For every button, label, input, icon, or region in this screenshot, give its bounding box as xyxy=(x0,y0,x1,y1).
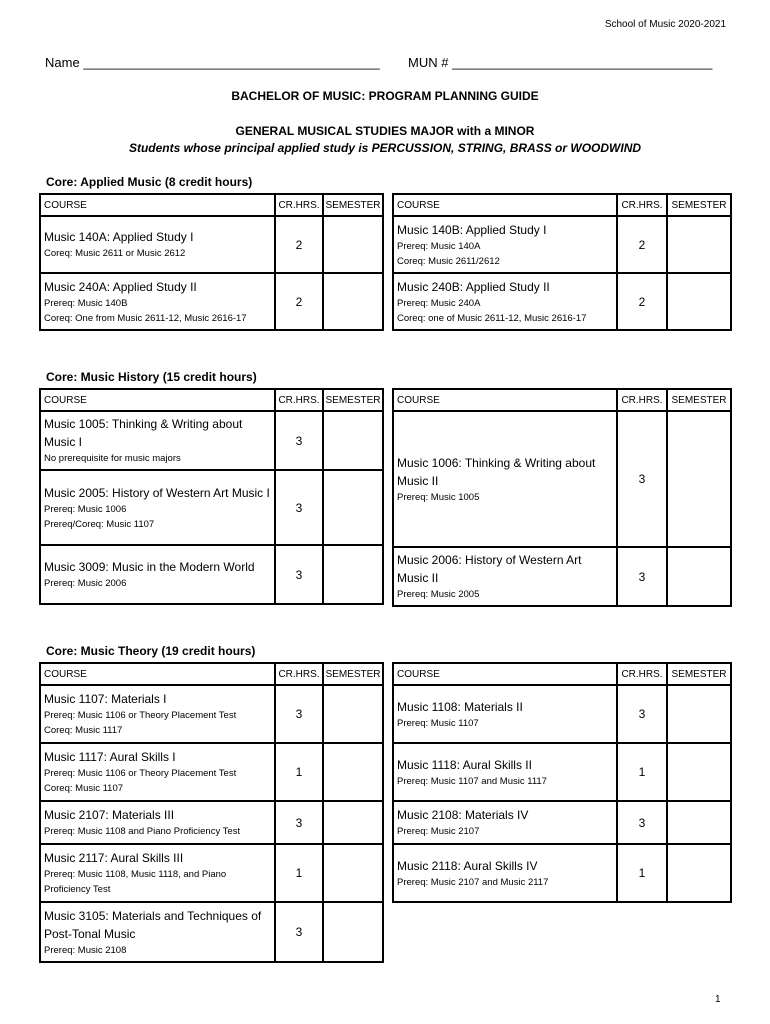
course-name: Music 1118: Aural Skills II xyxy=(397,757,532,772)
name-label: Name xyxy=(45,55,80,70)
table-row xyxy=(393,801,731,844)
credit-hours: 3 xyxy=(617,801,667,844)
section-title-applied: Core: Applied Music (8 credit hours) xyxy=(46,175,253,189)
col-course: COURSE xyxy=(40,389,275,411)
table-row xyxy=(393,743,731,801)
history-table-left xyxy=(39,388,384,605)
credit-hours: 3 xyxy=(617,685,667,743)
course-req: No prerequisite for music majors xyxy=(44,453,181,464)
mun-field[interactable] xyxy=(408,55,712,70)
col-semester: SEMESTER xyxy=(667,389,731,411)
program-note: Students whose principal applied study is PERCUSSION, STRING, BRASS or WOODWIND xyxy=(128,141,642,155)
semester-cell[interactable] xyxy=(323,685,383,743)
course-cell xyxy=(393,273,617,330)
course-cell xyxy=(40,470,275,545)
course-req: Prereq: Music 2108 xyxy=(44,944,127,956)
name-field[interactable] xyxy=(45,55,380,70)
col-semester: SEMESTER xyxy=(667,194,731,216)
table-row xyxy=(393,411,731,547)
col-hrs: CR.HRS. xyxy=(275,194,323,216)
mun-blank: ____________________________________ xyxy=(452,55,713,70)
course-req: Prereq: Music 1006 xyxy=(44,503,127,515)
course-cell xyxy=(393,547,617,606)
semester-cell[interactable] xyxy=(667,216,731,273)
course-req: Prereq: Music 1108 and Piano Proficiency Test xyxy=(44,826,241,837)
col-hrs: CR.HRS. xyxy=(275,389,323,411)
table-row xyxy=(40,685,383,743)
credit-hours: 3 xyxy=(275,801,323,844)
semester-cell[interactable] xyxy=(667,547,731,606)
course-name: Music 1107: Materials I xyxy=(44,692,167,706)
course-req: Prereq: Music 2006 xyxy=(44,578,127,589)
credit-hours: 3 xyxy=(275,470,323,545)
course-cell xyxy=(40,411,275,470)
credit-hours: 3 xyxy=(275,902,323,962)
credit-hours: 1 xyxy=(275,844,323,902)
semester-cell[interactable] xyxy=(323,411,383,470)
credit-hours: 3 xyxy=(275,411,323,470)
semester-cell[interactable] xyxy=(667,743,731,801)
school-year-header: School of Music 2020-2021 xyxy=(604,19,726,30)
section-title-history: Core: Music History (15 credit hours) xyxy=(46,370,257,384)
course-req: Prereq: Music 1106 or Theory Placement Test xyxy=(44,768,237,779)
course-name: Music 2117: Aural Skills III xyxy=(44,851,184,865)
course-cell xyxy=(393,844,617,902)
table-row xyxy=(393,216,731,273)
page-number: 1 xyxy=(715,994,721,1005)
credit-hours: 3 xyxy=(275,545,323,604)
applied-table-right xyxy=(392,193,732,331)
col-hrs: CR.HRS. xyxy=(617,389,667,411)
course-coreq: Coreq: Music 1117 xyxy=(44,725,123,736)
course-name: Music 140A: Applied Study I xyxy=(44,230,194,244)
semester-cell[interactable] xyxy=(667,801,731,844)
course-req: Prereq: Music 2107 xyxy=(397,826,480,837)
semester-cell[interactable] xyxy=(323,743,383,801)
semester-cell[interactable] xyxy=(667,273,731,330)
mun-label: MUN # xyxy=(408,55,449,70)
course-req: Prereq: Music 2107 and Music 2117 xyxy=(397,876,549,888)
course-cell xyxy=(40,844,275,902)
course-req: Coreq: Music 2611 or Music 2612 xyxy=(44,248,186,259)
course-cell xyxy=(40,902,275,962)
course-cell xyxy=(40,273,275,330)
course-name: Music 2107: Materials III xyxy=(44,808,175,822)
table-row xyxy=(393,547,731,606)
table-row xyxy=(40,743,383,801)
course-cell xyxy=(393,801,617,844)
col-course: COURSE xyxy=(40,194,275,216)
course-cell xyxy=(393,743,617,801)
semester-cell[interactable] xyxy=(323,470,383,545)
course-req: Prereq: Music 240A xyxy=(397,297,481,309)
semester-cell[interactable] xyxy=(323,273,383,330)
history-table-right xyxy=(392,388,732,607)
table-row xyxy=(40,216,383,273)
course-name: Music 240A: Applied Study II xyxy=(44,279,197,294)
course-name: Music 2005: History of Western Art Music I xyxy=(44,485,270,500)
course-cell xyxy=(40,801,275,844)
credit-hours: 3 xyxy=(617,411,667,547)
course-req: Prereq: Music 140B xyxy=(44,297,128,309)
col-semester: SEMESTER xyxy=(323,663,383,685)
course-name: Music 2118: Aural Skills IV xyxy=(397,858,538,873)
page-title: BACHELOR OF MUSIC: PROGRAM PLANNING GUIDE xyxy=(231,89,539,103)
table-row xyxy=(40,273,383,330)
course-coreq: Prereq/Coreq: Music 1107 xyxy=(44,518,155,530)
table-row xyxy=(393,685,731,743)
course-coreq: Coreq: One from Music 2611-12, Music 2616-17 xyxy=(44,312,247,324)
course-cell xyxy=(393,411,617,547)
col-course: COURSE xyxy=(393,389,617,411)
program-subtitle: GENERAL MUSICAL STUDIES MAJOR with a MINOR xyxy=(235,124,535,138)
course-name: Music 1006: Thinking & Writing about Music II xyxy=(397,455,596,488)
course-cell xyxy=(40,545,275,604)
semester-cell[interactable] xyxy=(323,545,383,604)
course-req: Prereq: Music 1005 xyxy=(397,491,480,503)
col-semester: SEMESTER xyxy=(667,663,731,685)
table-row xyxy=(40,844,383,902)
course-req: Prereq: Music 1108, Music 1118, and Piano Proficiency Test xyxy=(44,869,227,895)
course-name: Music 2006: History of Western Art Music II xyxy=(397,553,582,585)
credit-hours: 2 xyxy=(275,273,323,330)
semester-cell[interactable] xyxy=(667,844,731,902)
credit-hours: 1 xyxy=(617,844,667,902)
table-row xyxy=(40,470,383,545)
course-name: Music 1117: Aural Skills I xyxy=(44,750,176,764)
table-row xyxy=(40,902,383,962)
col-semester: SEMESTER xyxy=(323,389,383,411)
col-course: COURSE xyxy=(393,663,617,685)
applied-table-left xyxy=(39,193,384,331)
course-name: Music 140B: Applied Study I xyxy=(397,222,547,237)
course-req: Prereq: Music 140A xyxy=(397,240,481,252)
table-row xyxy=(393,273,731,330)
semester-cell[interactable] xyxy=(667,685,731,743)
credit-hours: 3 xyxy=(617,547,667,606)
theory-table-right xyxy=(392,662,732,903)
credit-hours: 1 xyxy=(617,743,667,801)
table-row xyxy=(393,844,731,902)
credit-hours: 3 xyxy=(275,685,323,743)
course-coreq: Coreq: Music 2611/2612 xyxy=(397,255,500,267)
table-row xyxy=(40,411,383,470)
section-title-theory: Core: Music Theory (19 credit hours) xyxy=(46,644,256,658)
course-req: Prereq: Music 1106 or Theory Placement Test xyxy=(44,710,237,721)
credit-hours: 1 xyxy=(275,743,323,801)
course-name: Music 3009: Music in the Modern World xyxy=(44,560,255,574)
col-course: COURSE xyxy=(393,194,617,216)
course-name: Music 1005: Thinking & Writing about Music I xyxy=(44,417,243,449)
col-hrs: CR.HRS. xyxy=(275,663,323,685)
col-course: COURSE xyxy=(40,663,275,685)
credit-hours: 2 xyxy=(275,216,323,273)
course-cell xyxy=(40,743,275,801)
col-hrs: CR.HRS. xyxy=(617,663,667,685)
semester-cell[interactable] xyxy=(323,801,383,844)
course-req: Prereq: Music 2005 xyxy=(397,589,480,600)
name-blank: _________________________________________ xyxy=(83,55,380,70)
semester-cell[interactable] xyxy=(667,411,731,547)
course-req: Prereq: Music 1107 xyxy=(397,717,479,729)
theory-table-left xyxy=(39,662,384,963)
course-coreq: Coreq: Music 1107 xyxy=(44,783,124,794)
credit-hours: 2 xyxy=(617,216,667,273)
course-cell xyxy=(393,685,617,743)
course-cell xyxy=(40,685,275,743)
col-hrs: CR.HRS. xyxy=(617,194,667,216)
course-cell xyxy=(40,216,275,273)
table-row xyxy=(40,801,383,844)
course-name: Music 2108: Materials IV xyxy=(397,808,529,822)
course-cell xyxy=(393,216,617,273)
semester-cell[interactable] xyxy=(323,902,383,962)
credit-hours: 2 xyxy=(617,273,667,330)
course-name: Music 1108: Materials II xyxy=(397,699,523,714)
course-req: Prereq: Music 1107 and Music 1117 xyxy=(397,775,547,787)
course-name: Music 3105: Materials and Techniques of Post-Tonal Music xyxy=(44,908,262,941)
course-name: Music 240B: Applied Study II xyxy=(397,279,550,294)
course-coreq: Coreq: one of Music 2611-12, Music 2616-17 xyxy=(397,312,587,324)
col-semester: SEMESTER xyxy=(323,194,383,216)
table-row xyxy=(40,545,383,604)
semester-cell[interactable] xyxy=(323,844,383,902)
semester-cell[interactable] xyxy=(323,216,383,273)
